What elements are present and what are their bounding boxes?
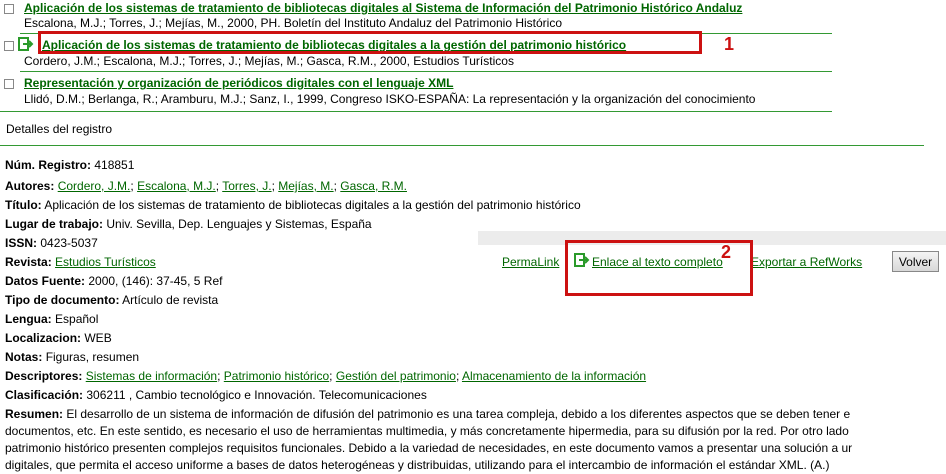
workplace-label: Lugar de trabajo: [5,217,104,231]
issn-label: ISSN: [5,236,38,250]
notes-row [5,350,139,364]
location-value: WEB [84,331,112,345]
result-title-link[interactable]: Representación y organización de periódicos digitales con el lenguaje XML [24,76,454,90]
journal-row [5,255,156,269]
fulltext-icon[interactable] [18,37,34,55]
descriptor-link[interactable]: Sistemas de información [85,369,218,383]
permalink-link[interactable]: PermaLink [502,255,560,269]
issn-value: 0423-5037 [40,236,98,250]
notes-label: Notas: [5,350,43,364]
title-label: Título: [5,198,42,212]
export-refworks-link[interactable]: Exportar a RefWorks [751,255,863,269]
result-checkbox[interactable] [4,4,14,14]
result-divider [0,111,832,112]
descriptor-link[interactable]: Gestión del patrimonio [335,369,456,383]
author-link[interactable]: Gasca, R.M. [340,179,407,193]
abstract-line: patrimonio histórico presenten complejos requisitos funcionales. Debido a la variedad de necesidades, en este documento vamos a presentar una solución a ur [5,441,853,455]
callout-box-1 [38,31,702,54]
author-link[interactable]: Torres, J. [222,179,272,193]
callout-number-2: 2 [721,242,732,262]
doctype-label: Tipo de documento: [5,293,120,307]
details-header: Detalles del registro [6,122,113,136]
title-value: Aplicación de los sistemas de tratamiento de bibliotecas digitales a la gestión del patrimonio histórico [44,198,581,212]
workplace-value: Univ. Sevilla, Dep. Lenguajes y Sistemas, España [106,217,372,231]
location-label: Localizacion: [5,331,82,345]
language-row [5,312,98,326]
result-checkbox[interactable] [4,79,14,89]
doctype-row [5,293,218,307]
result-meta: Llidó, D.M.; Berlanga, R.; Aramburu, M.J.; Sanz, I., 1999, Congreso ISKO-ESPAÑA: La representación y la organización del conocimiento [24,92,756,106]
authors-row: Autores: Cordero, J.M.; Escalona, M.J.; Torres, J.; Mejías, M.; Gasca, R.M. [5,179,407,193]
source-value: 2000, (146): 37-45, 5 Ref [88,274,223,288]
doctype-value: Artículo de revista [122,293,219,307]
language-label: Lengua: [5,312,52,326]
result-meta: Cordero, J.M.; Escalona, M.J.; Torres, J.; Mejías, M.; Gasca, R.M., 2000, Estudios Turísticos [24,54,514,68]
result-title-link[interactable]: Aplicación de los sistemas de tratamiento de bibliotecas digitales al Sistema de Información del Patrimonio Histórico Andaluz [24,1,743,15]
title-row [5,198,581,212]
author-link[interactable]: Cordero, J.M. [57,179,131,193]
descriptors-label: Descriptores: [5,369,83,383]
issn-row [5,236,98,250]
source-label: Datos Fuente: [5,274,86,288]
classification-value: 306211 , Cambio tecnológico e Innovación. Telecomunicaciones [86,388,427,402]
language-value: Español [55,312,99,326]
abstract-line: digitales, que permita el acceso uniforme a bases de datos heterogéneas y distribuidas, utilizando para el intercambio de información el estándar XML. (A.) [5,458,830,472]
authors-label: Autores: [5,179,55,193]
record-number-label: Núm. Registro: [5,158,92,172]
fulltext-link[interactable]: Enlace al texto completo [592,255,723,269]
author-link[interactable]: Escalona, M.J. [137,179,216,193]
workplace-row [5,217,372,231]
classification-label: Clasificación: [5,388,84,402]
notes-value: Figuras, resumen [45,350,140,364]
callout-number-1: 1 [724,34,735,54]
abstract-row [5,407,850,421]
abstract-line: documentos, etc. En este sentido, es necesario el uso de herramientas multimedia, y más concretamente hipermedia, para su difusión por la red. Por otro lado [5,424,849,438]
abstract-label: Resumen: [5,407,64,421]
back-button[interactable]: Volver [892,251,939,272]
record-number-row [5,158,134,172]
result-checkbox[interactable] [4,41,14,51]
classification-row [5,388,427,402]
descriptors-row: Descriptores: Sistemas de información; Patrimonio histórico; Gestión del patrimonio; Almacenamiento de la información [5,369,647,383]
result-title-link[interactable]: Aplicación de los sistemas de tratamiento de bibliotecas digitales a la gestión del patrimonio histórico [42,38,627,52]
journal-label: Revista: [5,255,52,269]
descriptor-link[interactable]: Patrimonio histórico [223,369,330,383]
record-number-value: 418851 [94,158,135,172]
result-meta: Escalona, M.J.; Torres, J.; Mejías, M., 2000, PH. Boletín del Instituto Andaluz del Patrimonio Histórico [24,16,563,30]
location-row [5,331,112,345]
source-row [5,274,222,288]
journal-link[interactable]: Estudios Turísticos [55,255,156,269]
author-link[interactable]: Mejías, M. [278,179,334,193]
descriptor-link[interactable]: Almacenamiento de la información [461,369,647,383]
details-divider [0,145,924,146]
result-divider [20,71,832,72]
abstract-line: El desarrollo de un sistema de información de difusión del patrimonio es una tarea compleja, debido a los diferentes aspectos que se deben tener e [66,407,851,421]
